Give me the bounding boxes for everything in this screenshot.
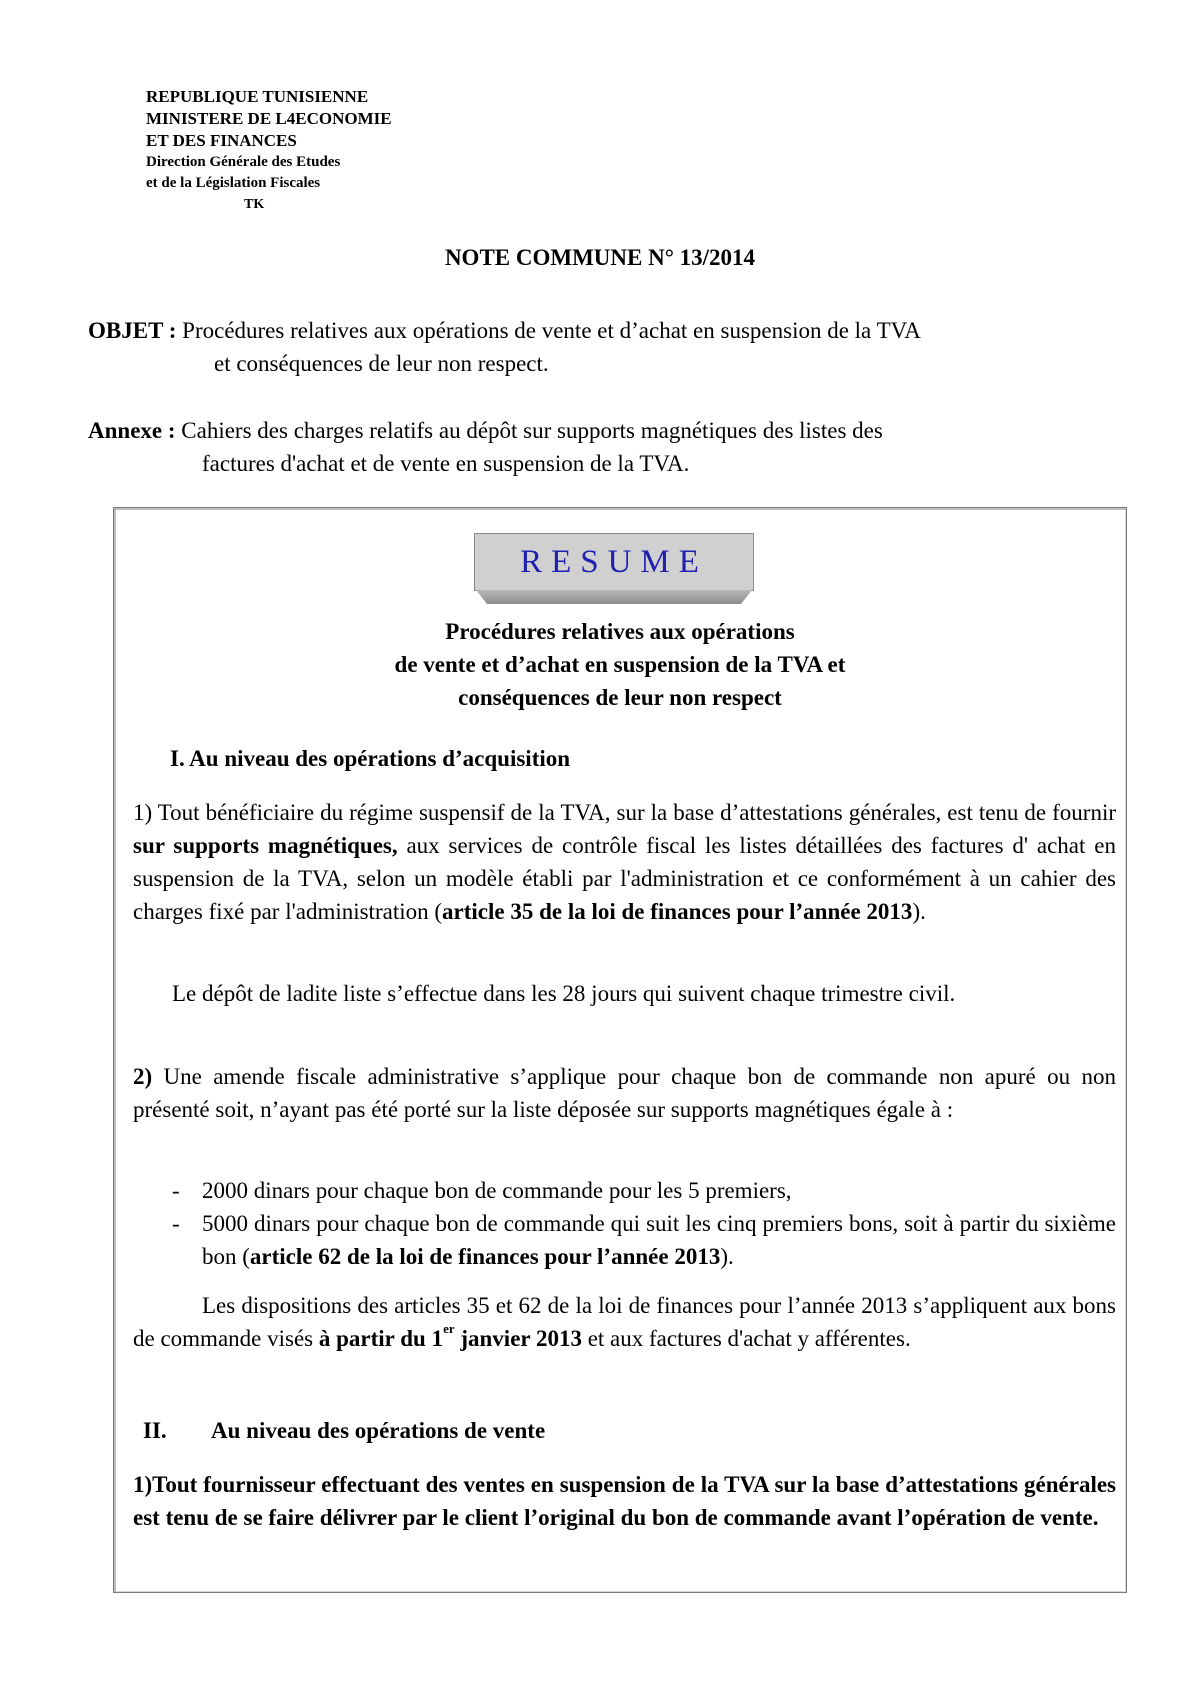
header-initials: TK xyxy=(244,197,265,212)
section-2-paragraph-1: 1)Tout fournisseur effectuant des ventes en suspension de la TVA sur la base d’attestations générales est tenu de se faire délivrer par le client l’original du bon de commande avant l’opération de vente. xyxy=(133,1472,1116,1530)
summary-title xyxy=(113,615,1127,714)
section-2-heading: Au niveau des opérations de vente xyxy=(211,1418,546,1443)
s1-p1-bold-b: article 35 de la loi de finances pour l’année 2013 xyxy=(442,899,913,924)
section-1-paragraph-4: Les dispositions des articles 35 et 62 de la loi de finances pour l’année 2013 s’appliquent aux bons de commande visés à partir du 1er janvier 2013 et aux factures d'achat y afférentes. xyxy=(133,1293,1116,1351)
summary-title-line-3: conséquences de leur non respect xyxy=(458,685,782,710)
annexe-label: Annexe : xyxy=(88,418,176,443)
header-republic: REPUBLIQUE TUNISIENNE xyxy=(146,87,369,106)
objet-label: OBJET : xyxy=(88,318,177,343)
s1-p1-text-b: aux services de contrôle fiscal les listes détaillées des factures d' achat en suspension de la TVA, selon un modèle établi par l'administration et ce conformément à un cahier des charges fixé par l'administration ( xyxy=(133,833,1116,924)
section-1-paragraph-3 xyxy=(133,1060,1116,1126)
section-1-paragraph-2: Le dépôt de ladite liste s’effectue dans les 28 jours qui suivent chaque trimestre civil. xyxy=(172,981,956,1006)
objet-text-2: et conséquences de leur non respect. xyxy=(214,351,549,376)
resume-banner: RESUME xyxy=(474,533,754,591)
section-1-paragraph-1 xyxy=(133,796,1116,928)
s1-p3-number: 2) xyxy=(133,1064,153,1089)
section-2-number: II. xyxy=(143,1418,167,1443)
section-1-heading: I. Au niveau des opérations d’acquisition xyxy=(170,746,571,771)
s1-p1-bold-a: sur supports magnétiques, xyxy=(133,833,398,858)
list-item-text: 2000 dinars pour chaque bon de commande pour les 5 premiers, xyxy=(202,1178,792,1203)
letterhead xyxy=(146,86,392,216)
header-ministry: MINISTERE DE L4ECONOMIE xyxy=(146,109,392,128)
note-title: NOTE COMMUNE N° 13/2014 xyxy=(444,245,756,270)
summary-title-line-1: Procédures relatives aux opérations xyxy=(445,619,795,644)
annexe-text-1: Cahiers des charges relatifs au dépôt sur supports magnétiques des listes des xyxy=(175,418,883,443)
s1-p1-text-a: 1) Tout bénéficiaire du régime suspensif de la TVA, sur la base d’attestations générales, est tenu de fournir xyxy=(133,800,1116,825)
annexe-text-2: factures d'achat et de vente en suspension de la TVA. xyxy=(202,451,690,476)
list-item-text: 5000 dinars pour chaque bon de commande qui suit les cinq premiers bons, soit à partir du sixième bon (article 62 de la loi de finances pour l’année 2013). xyxy=(202,1211,1116,1269)
list-item: - 5000 dinars pour chaque bon de commande qui suit les cinq premiers bons, soit à partir du sixième bon (article 62 de la loi de finances pour l’année 2013). xyxy=(172,1207,1116,1273)
summary-title-line-2: de vente et d’achat en suspension de la TVA et xyxy=(394,652,846,677)
s1-p1-text-c: ). xyxy=(912,899,926,924)
list-item: - 2000 dinars pour chaque bon de commande pour les 5 premiers, xyxy=(172,1174,1116,1207)
header-direction-2: et de la Législation Fiscales xyxy=(146,175,321,191)
header-ministry-2: ET DES FINANCES xyxy=(146,131,297,150)
annexe-block xyxy=(88,414,1128,480)
header-direction: Direction Générale des Etudes xyxy=(146,154,341,170)
objet-text-1: Procédures relatives aux opérations de vente et d’achat en suspension de la TVA xyxy=(176,318,921,343)
s1-p3-text: Une amende fiscale administrative s’applique pour chaque bon de commande non apuré ou non présenté soit, n’ayant pas été porté sur la liste déposée sur supports magnétiques égale à : xyxy=(133,1064,1116,1122)
objet-block xyxy=(88,314,1128,380)
fine-list xyxy=(172,1174,1116,1273)
resume-banner-bevel xyxy=(476,590,752,604)
